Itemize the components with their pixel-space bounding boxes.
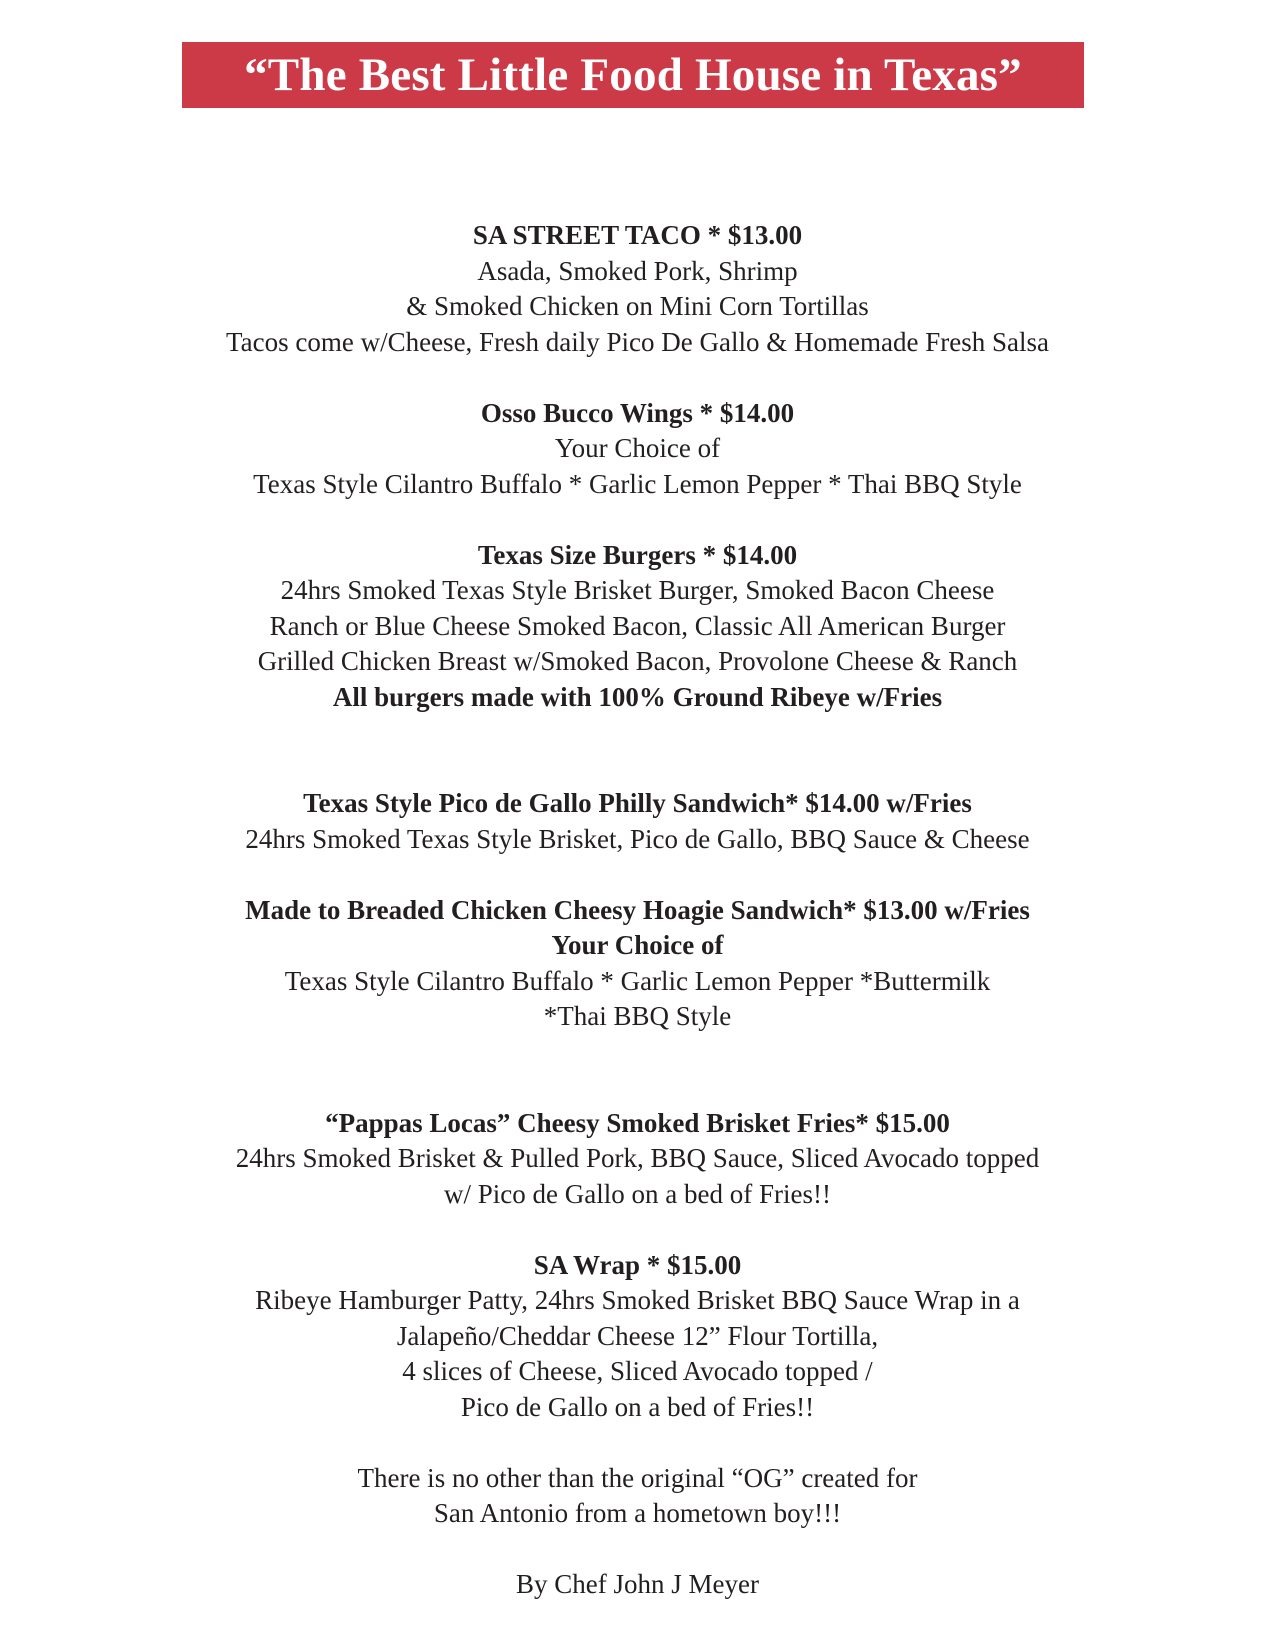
menu-item-note: All burgers made with 100% Ground Ribeye w/Fries <box>332 681 943 712</box>
menu-item-description: 24hrs Smoked Texas Style Brisket Burger, Smoked Bacon Cheese <box>280 575 995 605</box>
menu-item-description: Pico de Gallo on a bed of Fries!! <box>460 1391 815 1422</box>
menu-item-description: Texas Style Cilantro Buffalo * Garlic Lemon Pepper * Thai BBQ Style <box>253 468 1022 499</box>
menu-item-description: & Smoked Chicken on Mini Corn Tortillas <box>406 291 869 321</box>
tagline-line: San Antonio from a hometown boy!!! <box>433 1498 842 1528</box>
menu-item-description: Grilled Chicken Breast w/Smoked Bacon, Provolone Cheese & Ranch <box>257 646 1018 676</box>
menu-item-title: Made to Breaded Chicken Cheesy Hoagie Sandwich* $13.00 w/Fries <box>245 894 1030 925</box>
spacer <box>0 1532 1275 1568</box>
menu-item-title: SA Wrap * $15.00 <box>533 1249 742 1280</box>
menu-item-description: Texas Style Cilantro Buffalo * Garlic Lemon Pepper *Buttermilk <box>284 965 991 996</box>
menu-item-philly-sandwich <box>0 786 1275 857</box>
tagline-line: There is no other than the original “OG” created for <box>357 1462 918 1493</box>
menu-item-street-taco <box>0 218 1275 360</box>
menu-item-title: Texas Style Pico de Gallo Philly Sandwich* $14.00 w/Fries <box>303 788 972 818</box>
spacer <box>0 360 1275 396</box>
page-title: “The Best Little Food House in Texas” <box>244 48 1022 101</box>
spacer <box>0 1212 1275 1248</box>
menu-item-chicken-hoagie <box>0 893 1275 1035</box>
spacer <box>0 502 1275 538</box>
menu-item-description: 24hrs Smoked Brisket & Pulled Pork, BBQ Sauce, Sliced Avocado topped <box>235 1143 1040 1173</box>
menu-item-description: Tacos come w/Cheese, Fresh daily Pico De Gallo & Homemade Fresh Salsa <box>226 326 1049 357</box>
menu-item-title: Osso Bucco Wings * $14.00 <box>480 397 795 428</box>
menu-item-pappas-locas <box>0 1106 1275 1213</box>
title-banner <box>182 42 1084 108</box>
spacer <box>0 857 1275 893</box>
menu-item-description: w/ Pico de Gallo on a bed of Fries!! <box>444 1178 831 1209</box>
menu-item-subtitle: Your Choice of <box>551 930 724 960</box>
menu-item-description: *Thai BBQ Style <box>543 1001 732 1031</box>
chef-signature: By Chef John J Meyer <box>516 1569 759 1599</box>
menu-item-description: Ranch or Blue Cheese Smoked Bacon, Classic All American Burger <box>269 610 1006 641</box>
menu-item-title: Texas Size Burgers * $14.00 <box>477 539 798 570</box>
menu-item-description: Ribeye Hamburger Patty, 24hrs Smoked Brisket BBQ Sauce Wrap in a <box>255 1285 1020 1315</box>
menu-item-description: 4 slices of Cheese, Sliced Avocado topped / <box>402 1356 873 1386</box>
menu-item-description: Your Choice of <box>554 433 721 463</box>
menu-item-osso-bucco-wings <box>0 396 1275 503</box>
menu-item-description: Jalapeño/Cheddar Cheese 12” Flour Tortilla, <box>396 1320 879 1351</box>
menu-item-texas-size-burgers <box>0 538 1275 716</box>
menu-item-title: SA STREET TACO * $13.00 <box>472 220 803 250</box>
menu-list <box>0 218 1275 1603</box>
spacer <box>0 1035 1275 1106</box>
footer-tagline <box>0 1461 1275 1532</box>
spacer <box>0 1425 1275 1461</box>
menu-item-description: 24hrs Smoked Texas Style Brisket, Pico de Gallo, BBQ Sauce & Cheese <box>245 823 1030 854</box>
menu-item-title: “Pappas Locas” Cheesy Smoked Brisket Fries* $15.00 <box>325 1107 950 1138</box>
spacer <box>0 715 1275 786</box>
menu-item-description: Asada, Smoked Pork, Shrimp <box>477 255 798 286</box>
menu-item-sa-wrap <box>0 1248 1275 1426</box>
